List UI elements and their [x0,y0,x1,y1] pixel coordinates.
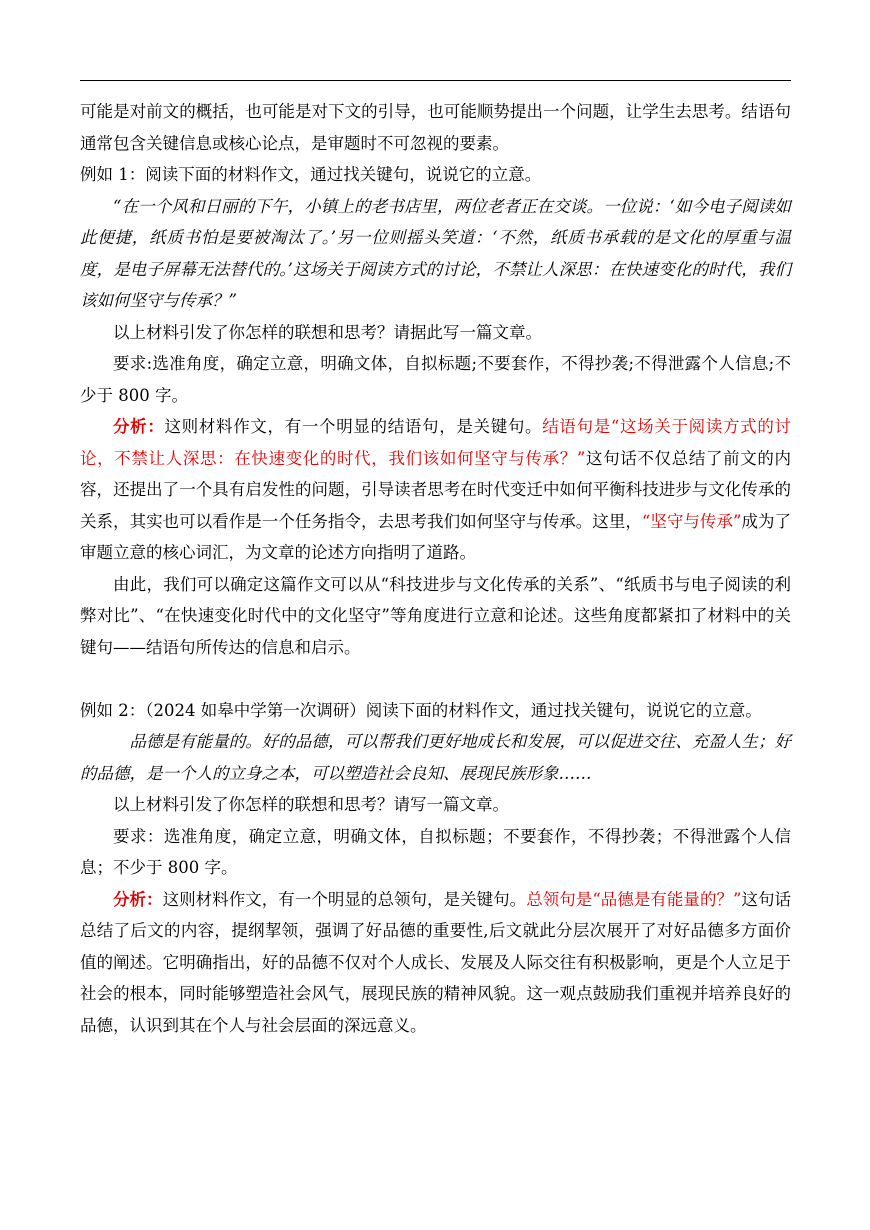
example-1-material: “在一个风和日丽的下午，小镇上的老书店里，两位老者正在交谈。一位说：‘如今电子阅读如此便捷，纸质书怕是要被淘汰了。’另一位则摇头笑道：‘不然，纸质书承载的是文化的厚重与温度，是电子屏幕无法替代的。’这场关于阅读方式的讨论，不禁让人深思：在快速变化的时代，我们该如何坚守与传承？” [80,196,791,310]
intro-paragraph: 可能是对前文的概括，也可能是对下文的引导，也可能顺势提出一个问题，让学生去思考。结语句通常包含关键信息或核心论点，是审题时不可忽视的要素。 [80,102,791,153]
example-2-title: 例如 2：（2024 如皋中学第一次调研）阅读下面的材料作文，通过找关键句，说说它的立意。 [80,700,762,720]
analysis-highlight: “坚守与传承” [641,511,742,531]
analysis-highlight: 总领句是“品德是有能量的？” [526,889,742,909]
example-2-analysis [80,884,791,1042]
example-1-requirements: 要求:选准角度，确定立意，明确文体，自拟标题;不要套作，不得抄袭;不得泄露个人信息;不少于 800 字。 [80,354,791,405]
analysis-text: 这句话总结了后文的内容，提纲挈领，强调了好品德的重要性,后文就此分层次展开了对好品德多方面价值的阐述。它明确指出，好的品德不仅对个人成长、发展及人际交往有积极影响，更是个人立足于社会的根本，同时能够塑造社会风气，展现民族的精神风貌。这一观点鼓励我们重视并培养良好的品德，认识到其在个人与社会层面的深远意义。 [80,889,792,1035]
spacer [80,663,791,695]
example-2-requirements: 要求：选准角度，确定立意，明确文体，自拟标题；不要套作，不得抄袭；不得泄露个人信息；不少于 800 字。 [80,826,791,877]
example-1-prompt: 以上材料引发了你怎样的联想和思考？请据此写一篇文章。 [113,322,542,342]
analysis-label: 分析： [113,889,163,909]
example-2-material: 品德是有能量的。好的品德，可以帮我们更好地成长和发展，可以促进交往、充盈人生；好的品德，是一个人的立身之本，可以塑造社会良知、展现民族形象…… [80,732,791,783]
analysis-text: 成为了审题立意的核心词汇，为文章的论述方向指明了道路。 [80,511,792,562]
example-2-prompt: 以上材料引发了你怎样的联想和思考？请写一篇文章。 [113,795,509,814]
analysis-text: 这则材料作文，有一个明显的结语句，是关键句。 [164,417,543,436]
header-rule [80,80,791,81]
analysis-text: 这则材料作文，有一个明显的总领句，是关键句。 [162,889,527,909]
analysis-highlight: 结语句是“这场关于阅读方式的讨论，不禁让人深思：在快速变化的时代，我们该如何坚守与传承？” [80,417,792,468]
example-1-conclusion: 由此，我们可以确定这篇作文可以从“科技进步与文化传承的关系”、“纸质书与电子阅读的利弊对比”、“在快速变化时代中的文化坚守”等角度进行立意和论述。这些角度都紧扣了材料中的关键句——结语句所传达的信息和启示。 [80,574,791,657]
example-1-analysis [80,411,791,569]
example-1-title: 例如 1：阅读下面的材料作文，通过找关键句，说说它的立意。 [80,165,542,184]
analysis-text: 这句话不仅总结了前文的内容，还提出了一个具有启发性的问题，引导读者思考在时代变迁中如何平衡科技进步与文化传承的关系，其实也可以看作是一个任务指令，去思考我们如何坚守与传承。这里， [80,448,792,531]
analysis-label: 分析： [113,417,165,436]
document-body [80,96,791,1041]
